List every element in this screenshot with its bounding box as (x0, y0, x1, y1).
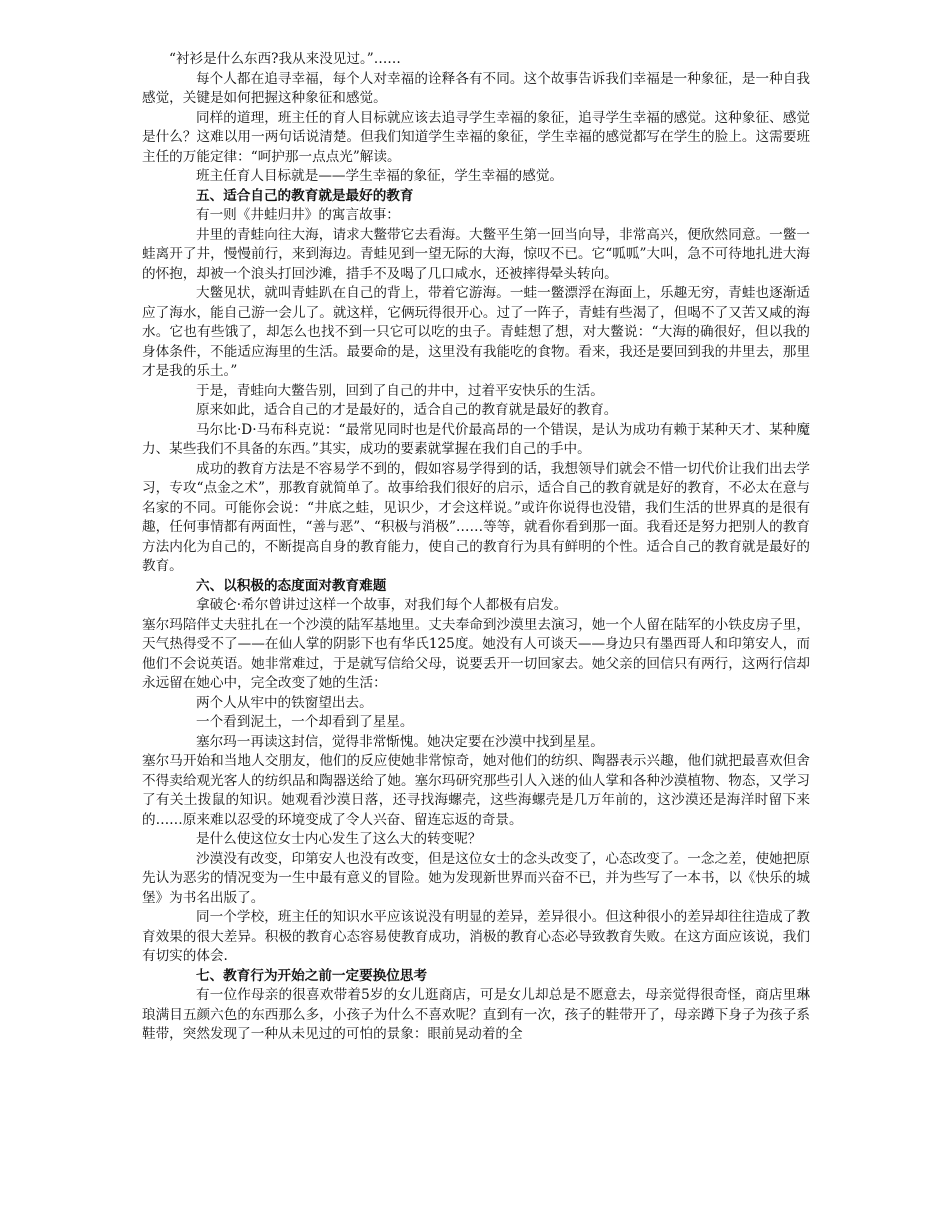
paragraph: 大鳖见状，就叫青蛙趴在自己的背上，带着它游海。一蛙一鳖漂浮在海面上，乐趣无穷，青蛙也逐渐适应了海水，能自己游一会儿了。就这样，它俩玩得很开心。过了一阵子，青蛙有些渴了，但喝不了又苦又咸的海水。它也有些饿了，却怎么也找不到一只它可以吃的虫子。青蛙想了想，对大鳖说：“大海的确很好，但以我的身体条件，不能适应海里的生活。最要命的是，这里没有我能吃的食物。看来，我还是要回到我的井里去，那里才是我的乐土。” (142, 285, 810, 379)
paragraph: “衬衫是什么东西?我从来没见过。”…… (169, 51, 401, 67)
paragraph: 沙漠没有改变，印第安人也没有改变，但是这位女士的念头改变了，心态改变了。一念之差，使她把原先认为恶劣的情况变为一生中最有意义的冒险。她为发现新世界而兴奋不已，并为些写了一本书，以《快乐的城堡》为书名出版了。 (142, 850, 810, 906)
paragraph: 是什么使这位女士内心发生了这么大的转变呢？ (196, 831, 482, 847)
paragraph: 塞尔玛陪伴丈夫驻扎在一个沙漠的陆军基地里。丈夫奉命到沙漠里去演习，她一个人留在陆军的小铁皮房子里，天气热得受不了——在仙人掌的阴影下也有华氏125度。她没有人可谈天——身边只有墨西哥人和印第安人，而他们不会说英语。她非常难过，于是就写信给父母，说要丢开一切回家去。她父亲的回信只有两行，这两行信却永远留在她心中，完全改变了她的生活： (142, 616, 810, 691)
paragraph: 成功的教育方法是不容易学不到的，假如容易学得到的话，我想领导们就会不惜一切代价让我们出去学习，专攻“点金之术”，那教育就简单了。故事给我们很好的启示，适合自己的教育就是好的教育，不必太在意与名家的不同。可能你会说：“井底之蛙，见识少，才会这样说。”或许你说得也没错，我们生活的世界真的是很有趣，任何事情都有两面性，“善与恶”、“积极与消极”……等等，就看你看到那一面。我看还是努力把别人的教育方法内化为自己的，不断提高自身的教育能力，使自己的教育行为具有鲜明的个性。适合自己的教育就是最好的教育。 (142, 460, 810, 574)
paragraph: 同一个学校，班主任的知识水平应该说没有明显的差异，差异很小。但这种很小的差异却往往造成了教育效果的很大差异。积极的教育心态容易使教育成功，消极的教育心态必导致教育失败。在这方面应该说，我们有切实的体会. (142, 909, 810, 964)
section-heading: 六、以积极的态度面对教育难题 (196, 577, 387, 594)
paragraph: 塞尔马开始和当地人交朋友，他们的反应使她非常惊奇，她对他们的纺织、陶器表示兴趣，他们就把最喜欢但舍不得卖给观光客人的纺织品和陶器送给了她。塞尔玛研究那些引人入迷的仙人掌和各种沙漠植物、物态，又学习了有关土拨鼠的知识。她观看沙漠日落，还寻找海螺壳，这些海螺壳是几万年前的，这沙漠还是海洋时留下来的……原来难以忍受的环境变成了令人兴奋、留连忘返的奇景。 (142, 753, 810, 828)
document-page (142, 50, 810, 1045)
paragraph: 塞尔玛一再读这封信，觉得非常惭愧。她决定要在沙漠中找到星星。 (196, 733, 604, 750)
paragraph: 于是，青蛙向大鳖告别，回到了自己的井中，过着平安快乐的生活。 (196, 382, 604, 399)
paragraph: 有一则《井蛙归井》的寓言故事： (196, 207, 400, 223)
section-heading: 七、教育行为开始之前一定要换位思考 (196, 967, 428, 984)
paragraph: 两个人从牢中的铁窗望出去。 (196, 694, 373, 711)
paragraph: 马尔比·D·马布科克说：“最常见同时也是代价最高昂的一个错误，是认为成功有赖于某种天才、某种魔力、某些我们不具备的东西。”其实，成功的要素就掌握在我们自己的手中。 (142, 421, 810, 457)
paragraph: 拿破仑·希尔曾讲过这样一个故事，对我们每个人都极有启发。 (196, 597, 568, 613)
paragraph: 有一位作母亲的很喜欢带着5岁的女儿逛商店，可是女儿却总是不愿意去，母亲觉得很奇怪，商店里琳琅满目五颜六色的东西那么多，小孩子为什么不喜欢呢？直到有一次，孩子的鞋带开了，母亲蹲下身子为孩子系鞋带，突然发现了一种从未见过的可怕的景象：眼前晃动着的全 (142, 987, 810, 1042)
paragraph: 原来如此，适合自己的才是最好的，适合自己的教育就是最好的教育。 (196, 402, 618, 418)
paragraph: 每个人都在追寻幸福，每个人对幸福的诠释各有不同。这个故事告诉我们幸福是一种象征，是一种自我感觉，关键是如何把握这种象征和感觉。 (142, 70, 810, 106)
paragraph: 一个看到泥土，一个却看到了星星。 (196, 714, 414, 730)
paragraph: 同样的道理，班主任的育人目标就应该去追寻学生幸福的象征，追寻学生幸福的感觉。这种象征、感觉是什么？这难以用一两句话说清楚。但我们知道学生幸福的象征，学生幸福的感觉都写在学生的脸上。这需要班主任的万能定律：“呵护那一点点光”解读。 (142, 109, 810, 165)
paragraph: 井里的青蛙向往大海，请求大鳖带它去看海。大鳖平生第一回当向导，非常高兴，便欣然同意。一鳖一蛙离开了井，慢慢前行，来到海边。青蛙见到一望无际的大海，惊叹不已。它“呱呱”大叫，急不可待地扎进大海的怀抱，却被一个浪头打回沙滩，措手不及喝了几口咸水，还被摔得晕头转向。 (142, 226, 810, 282)
section-heading: 五、适合自己的教育就是最好的教育 (196, 187, 414, 204)
paragraph: 班主任育人目标就是——学生幸福的象征，学生幸福的感觉。 (196, 168, 564, 184)
